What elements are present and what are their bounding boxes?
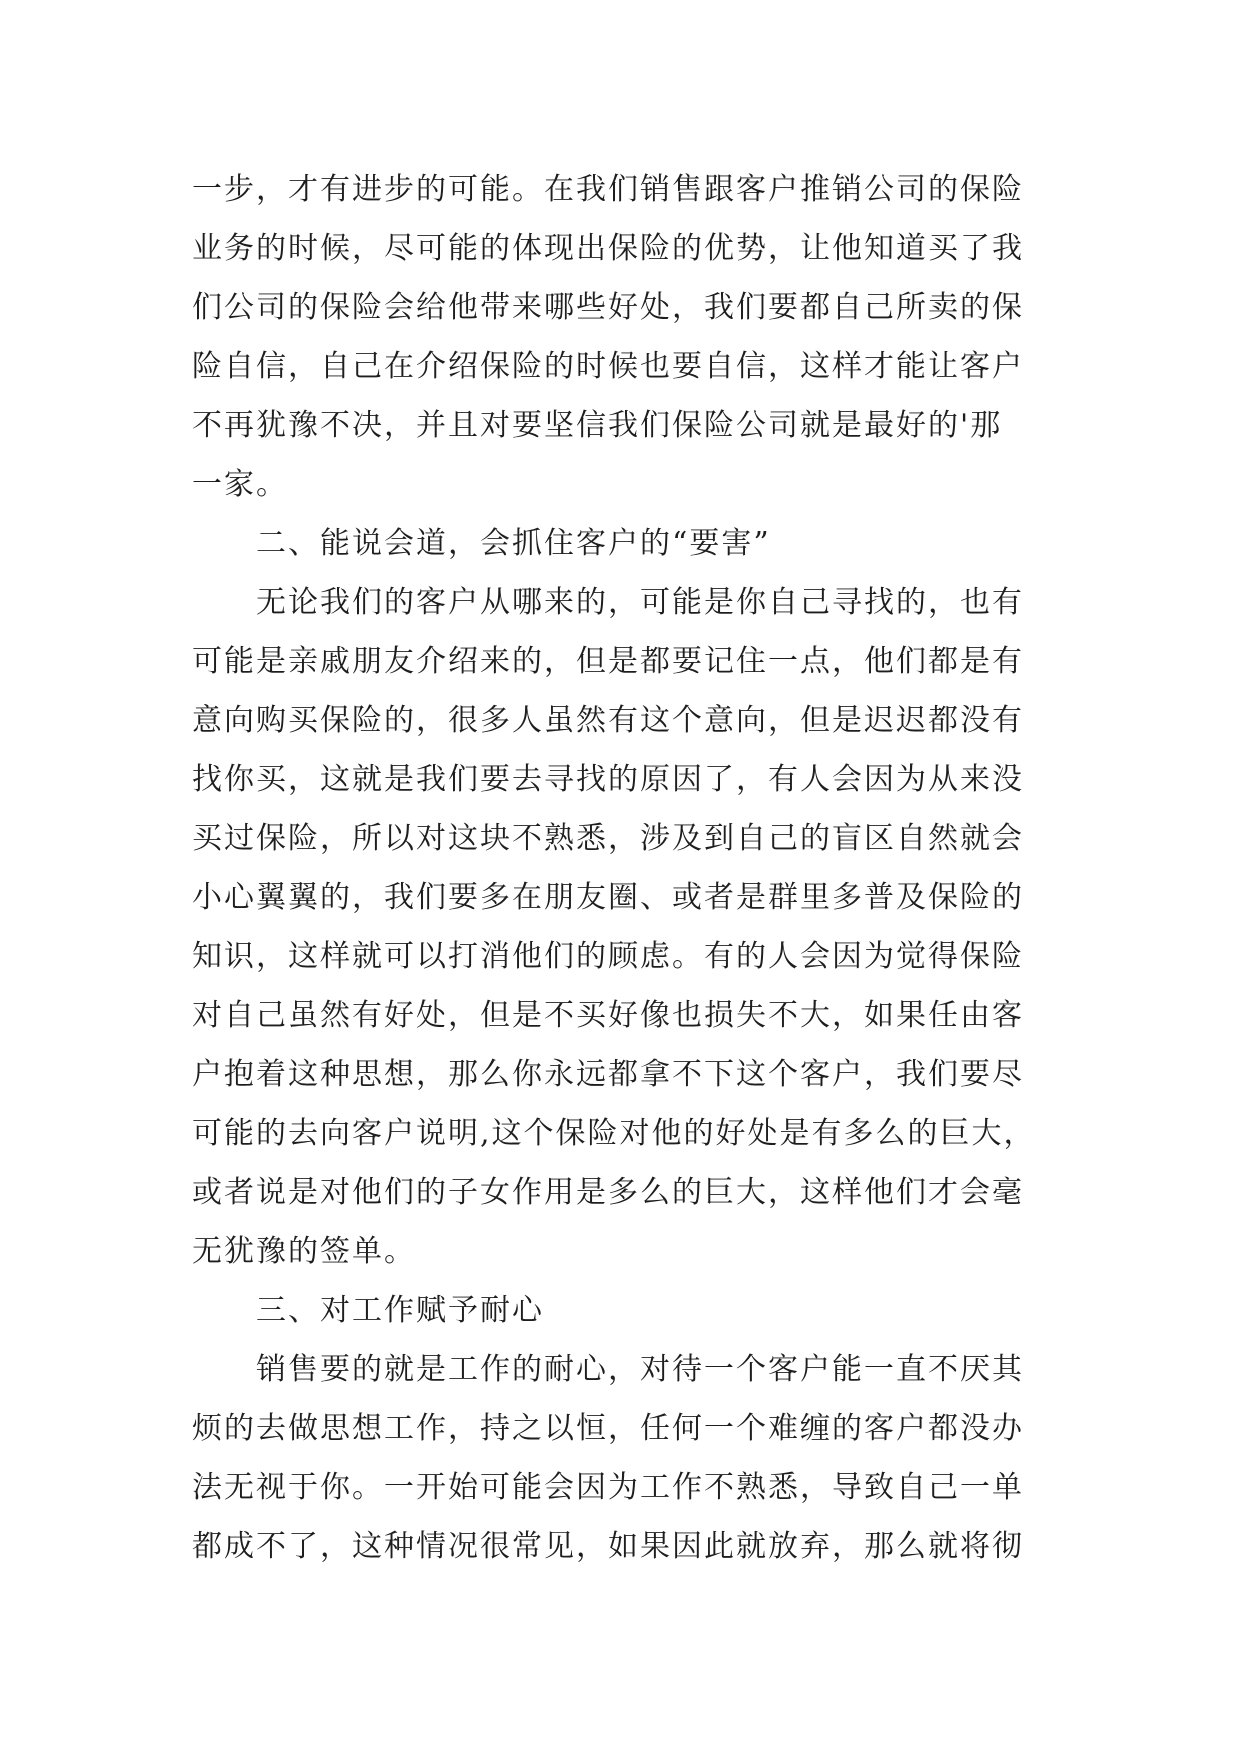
text-line: 业务的时候，尽可能的体现出保险的优势，让他知道买了我	[192, 231, 1024, 266]
text-line: 们公司的保险会给他带来哪些好处，我们要都自己所卖的保	[192, 290, 1024, 325]
text-line: 找你买，这就是我们要去寻找的原因了，有人会因为从来没	[192, 762, 1024, 797]
paragraph-first-line: 无论我们的客户从哪来的，可能是你自己寻找的，也有	[256, 585, 1024, 620]
text-line: 险自信，自己在介绍保险的时候也要自信，这样才能让客户	[192, 349, 1024, 384]
text-line: 法无视于你。一开始可能会因为工作不熟悉，导致自己一单	[192, 1470, 1024, 1505]
text-line: 一家。	[192, 467, 288, 502]
text-line: 或者说是对他们的子女作用是多么的巨大，这样他们才会毫	[192, 1175, 1024, 1210]
text-line: 户抱着这种思想，那么你永远都拿不下这个客户，我们要尽	[192, 1057, 1024, 1092]
text-line: 烦的去做思想工作，持之以恒，任何一个难缠的客户都没办	[192, 1411, 1024, 1446]
paragraph-first-line: 销售要的就是工作的耐心，对待一个客户能一直不厌其	[256, 1352, 1024, 1387]
text-line: 小心翼翼的，我们要多在朋友圈、或者是群里多普及保险的	[192, 880, 1024, 915]
text-line: 都成不了，这种情况很常见，如果因此就放弃，那么就将彻	[192, 1529, 1024, 1564]
text-line: 无犹豫的签单。	[192, 1234, 416, 1269]
text-line: 可能是亲戚朋友介绍来的，但是都要记住一点，他们都是有	[192, 644, 1024, 679]
text-line: 知识，这样就可以打消他们的顾虑。有的人会因为觉得保险	[192, 939, 1024, 974]
body-text	[192, 160, 1058, 1576]
text-line: 可能的去向客户说明,这个保险对他的好处是有多么的巨大，	[192, 1116, 1036, 1151]
text-line: 对自己虽然有好处，但是不买好像也损失不大，如果任由客	[192, 998, 1024, 1033]
section-heading: 二、能说会道，会抓住客户的“要害”	[256, 526, 771, 561]
text-line: 一步，才有进步的可能。在我们销售跟客户推销公司的保险	[192, 172, 1024, 207]
text-line: 买过保险，所以对这块不熟悉，涉及到自己的盲区自然就会	[192, 821, 1024, 856]
text-line: 意向购买保险的，很多人虽然有这个意向，但是迟迟都没有	[192, 703, 1024, 738]
text-line: 不再犹豫不决，并且对要坚信我们保险公司就是最好的'那	[192, 408, 1003, 443]
section-heading: 三、对工作赋予耐心	[256, 1293, 544, 1328]
